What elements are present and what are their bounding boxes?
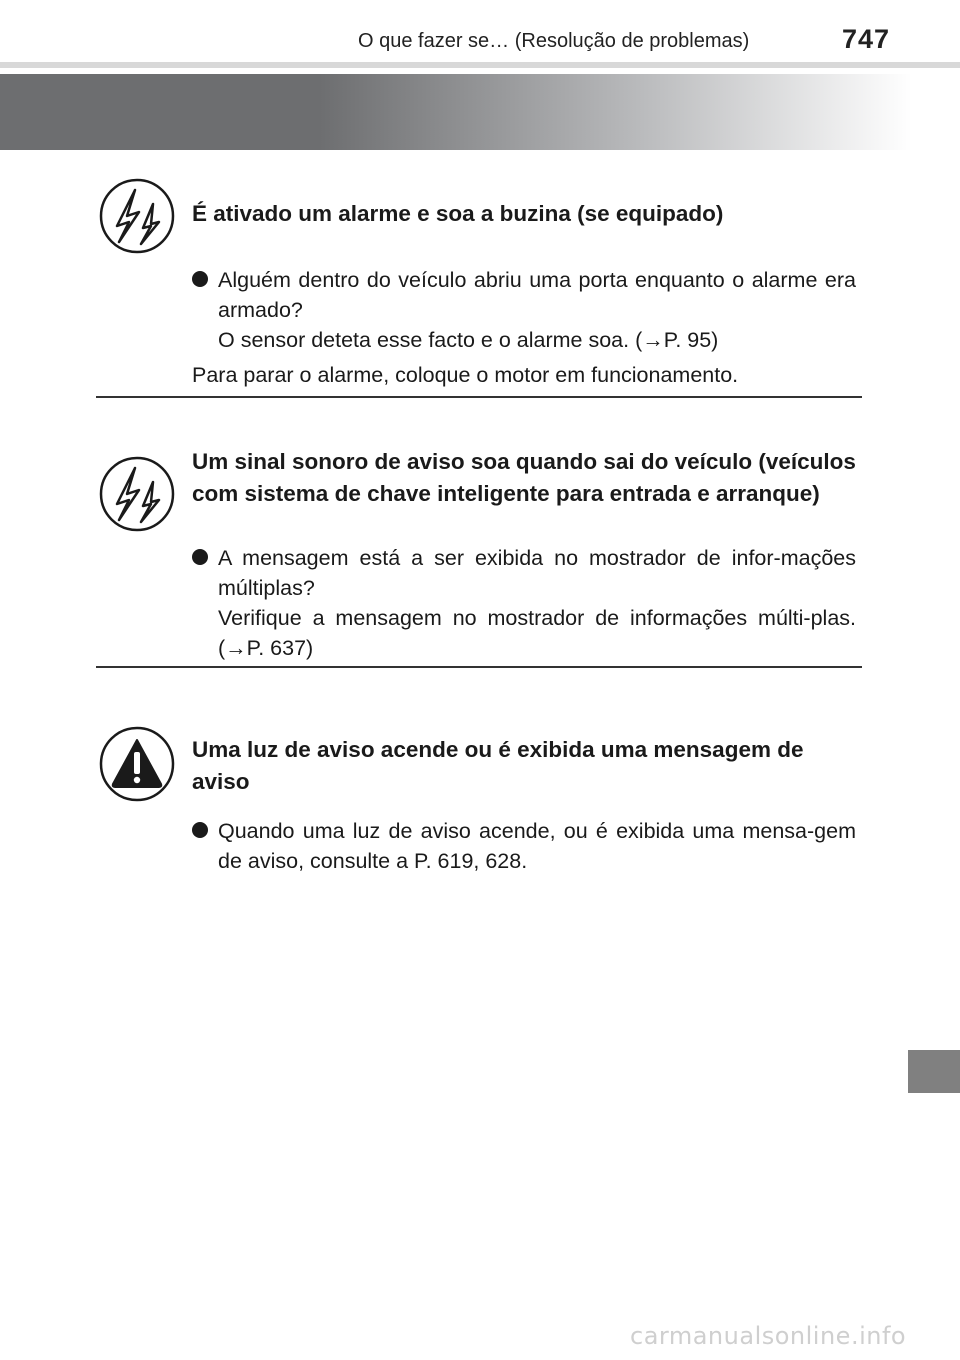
- bullet-answer: O sensor deteta esse facto e o alarme soa. (→P. 95): [218, 328, 719, 352]
- section-heading: Um sinal sonoro de aviso soa quando sai do veículo (veículos com sistema de chave inteligente para entrada e arranque): [192, 449, 856, 506]
- bullet-question: A mensagem está a ser exibida no mostrador de infor-mações múltiplas?: [218, 546, 856, 600]
- page-number: 747: [842, 24, 891, 54]
- header-underline: [0, 62, 960, 68]
- section-divider: [96, 666, 862, 668]
- bullet-item: [192, 543, 856, 663]
- section-heading: É ativado um alarme e soa a buzina (se equipado): [192, 201, 724, 226]
- bullet-question: Alguém dentro do veículo abriu uma porta enquanto o alarme era armado?: [218, 268, 856, 322]
- chapter-side-tab: [908, 1050, 960, 1093]
- warning-exclamation-icon: [99, 726, 175, 802]
- section-banner: [0, 74, 912, 150]
- section-warning-light: [96, 726, 862, 886]
- section-divider: [96, 396, 862, 398]
- bullet-dot: [192, 271, 208, 287]
- page-header: [0, 0, 960, 62]
- section-alarm-horn: [96, 178, 862, 400]
- section-note: Para parar o alarme, coloque o motor em funcionamento.: [192, 363, 739, 387]
- section-warning-buzzer: [96, 449, 862, 670]
- bullet-item: [192, 816, 856, 876]
- running-title: O que fazer se… (Resolução de problemas): [358, 30, 750, 52]
- bullet-item: [192, 265, 856, 355]
- section-heading: Uma luz de aviso acende ou é exibida uma mensagem de aviso: [192, 737, 804, 794]
- bullet-question: Quando uma luz de aviso acende, ou é exibida uma mensa-gem de aviso, consulte a P. 619, 628.: [218, 819, 856, 873]
- lightning-bolt-icon: [99, 178, 175, 254]
- bullet-dot: [192, 549, 208, 565]
- bullet-dot: [192, 822, 208, 838]
- bullet-answer: Verifique a mensagem no mostrador de informações múlti-plas. (→P. 637): [218, 606, 856, 660]
- lightning-bolt-icon: [99, 456, 175, 532]
- watermark: carmanualsonline.info: [630, 1322, 907, 1350]
